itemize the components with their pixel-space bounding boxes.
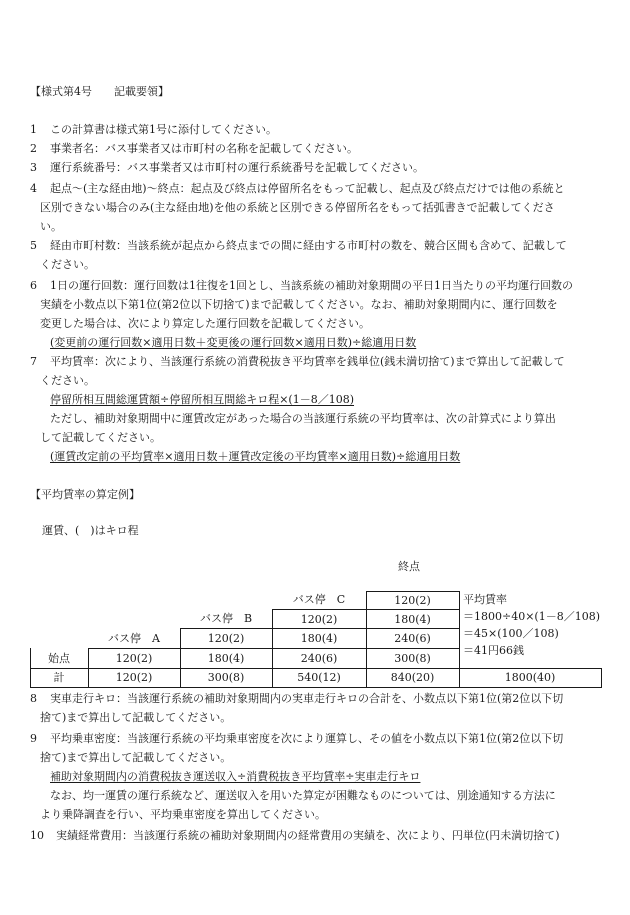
item-6-formula: (変更前の運行回数×適用日数＋変更後の運行回数×適用日数)÷総適用日数 [50,336,417,349]
table-cell: 180(4) [300,632,338,645]
item-2-number: 2 [30,142,37,155]
table-hline [30,687,602,688]
item-1-number: 1 [30,123,37,136]
calc-line-3: ＝45×(100／108) [463,627,559,640]
item-7-text-line1: 平均賃率：次により、当該運行系統の消費税抜き平均賃率を銭単位(銭未満切捨て)まで算出して記載して [50,355,565,368]
item-5-text-line2: ください。 [40,258,95,271]
item-1-text: この計算書は様式第1号に添付してください。 [50,123,277,136]
item-5-text-line1: 経由市町村数：当該系統が起点から終点までの間に経由する市町村の数を、競合区間も含めて、記載して [50,239,567,252]
table-cell: 120(2) [300,613,338,626]
item-9-note-line1: なお、均一運賃の運行系統など、運送収入を用いた算定が困難なものについては、別途通知する方法に [50,789,556,802]
end-label: 終点 [398,560,420,573]
table-cell: 300(8) [207,671,245,684]
item-5-number: 5 [30,239,37,252]
table-cell: 120(2) [115,671,153,684]
calc-line-4: ＝41円66銭 [463,644,524,657]
item-8-text-line2: 捨て)まで算出して記載してください。 [40,711,232,724]
table-cell: 120(2) [115,652,153,665]
item-4-text-line3: い。 [40,220,62,233]
item-4-number: 4 [30,182,37,195]
item-7-formula2: (運賃改定前の平均賃率×適用日数＋運賃改定後の平均賃率×適用日数)÷総適用日数 [50,450,461,463]
stop-c-label: バス停 C [292,593,346,606]
item-7-note-line1: ただし、補助対象期間中に運賃改定があった場合の当該運行系統の平均賃率は、次の計算式により算出 [50,412,556,425]
item-7-number: 7 [30,355,37,368]
example-caption: 運賃、( )はキロ程 [42,524,139,537]
table-vline [601,668,602,688]
item-9-number: 9 [30,732,37,745]
table-cell: 180(4) [394,613,431,626]
item-9-text-line2: 捨て)まで算出して記載してください。 [40,751,232,764]
item-3-text: 運行系統番号：バス事業者又は市町村の運行系統番号を記載してください。 [50,161,424,174]
calc-line-2: ＝1800÷40×(1－8／108) [463,610,601,623]
table-cell: 540(12) [297,671,341,684]
table-cell: 120(2) [394,594,431,607]
stop-a-label: バス停 A [108,632,160,645]
calc-line-1: 平均賃率 [463,593,507,606]
item-6-text-line1: 1日の運行回数：運行回数は1往復を1回とし、当該系統の補助対象期間の平日1日当たりの平均運行回数の [50,279,573,292]
table-cell: 180(4) [207,652,245,665]
item-8-text-line1: 実車走行キロ：当該運行系統の補助対象期間内の実車走行キロの合計を、小数点以下第1位(第2位以下切 [50,692,564,705]
item-7-formula: 停留所相互間総運賃額÷停留所相互間総キロ程×(1－8／108) [50,393,355,406]
item-7-note-line2: して記載してください。 [40,431,161,444]
start-label: 始点 [48,652,70,665]
table-cell: 240(6) [300,652,338,665]
item-10-text-line1: 実績経常費用：当該運行系統の補助対象期間内の経常費用の実績を、次により、円単位(円未満切捨て) [56,829,560,842]
item-10-number: 10 [30,829,44,842]
item-7-text-line2: ください。 [40,374,95,387]
table-cell-grand-total: 1800(40) [504,671,556,684]
table-cell: 840(20) [390,671,435,684]
item-6-number: 6 [30,279,37,292]
item-9-note-line2: より乗降調査を行い、平均乗車密度を算出してください。 [40,808,326,821]
item-4-text-line2: 区別できない場合のみ(主な経由地)を他の系統と区別できる停留所名をもって括弧書きで記載してくださ [40,201,555,214]
table-cell: 240(6) [394,632,431,645]
table-cell: 300(8) [394,652,431,665]
item-8-number: 8 [30,692,37,705]
item-2-text: 事業者名：バス事業者又は市町村の名称を記載してください。 [50,142,358,155]
item-9-text-line1: 平均乗車密度：当該運行系統の平均乗車密度を次により運算し、その値を小数点以下第1位(第2位以下切 [50,732,564,745]
item-3-number: 3 [30,161,37,174]
item-9-formula: 補助対象期間内の消費税抜き運送収入÷消費税抜き平均賃率÷実車走行キロ [50,770,421,783]
total-label: 計 [53,671,65,684]
item-4-text-line1: 起点～(主な経由地)～終点：起点及び終点は停留所名をもって記載し、起点及び終点だけでは他の系統と [50,182,565,195]
item-6-text-line3: 変更した場合は、次により算定した運行回数を記載してください。 [40,317,370,330]
example-heading: 【平均賃率の算定例】 [30,488,140,501]
item-6-text-line2: 実績を小数点以下第1位(第2位以下切捨て)まで記載してください。なお、補助対象期間内に、運行回数を [40,298,558,311]
stop-b-label: バス停 B [199,612,253,625]
section-heading: 【様式第4号 記載要領】 [30,85,169,98]
table-cell: 120(2) [207,632,245,645]
